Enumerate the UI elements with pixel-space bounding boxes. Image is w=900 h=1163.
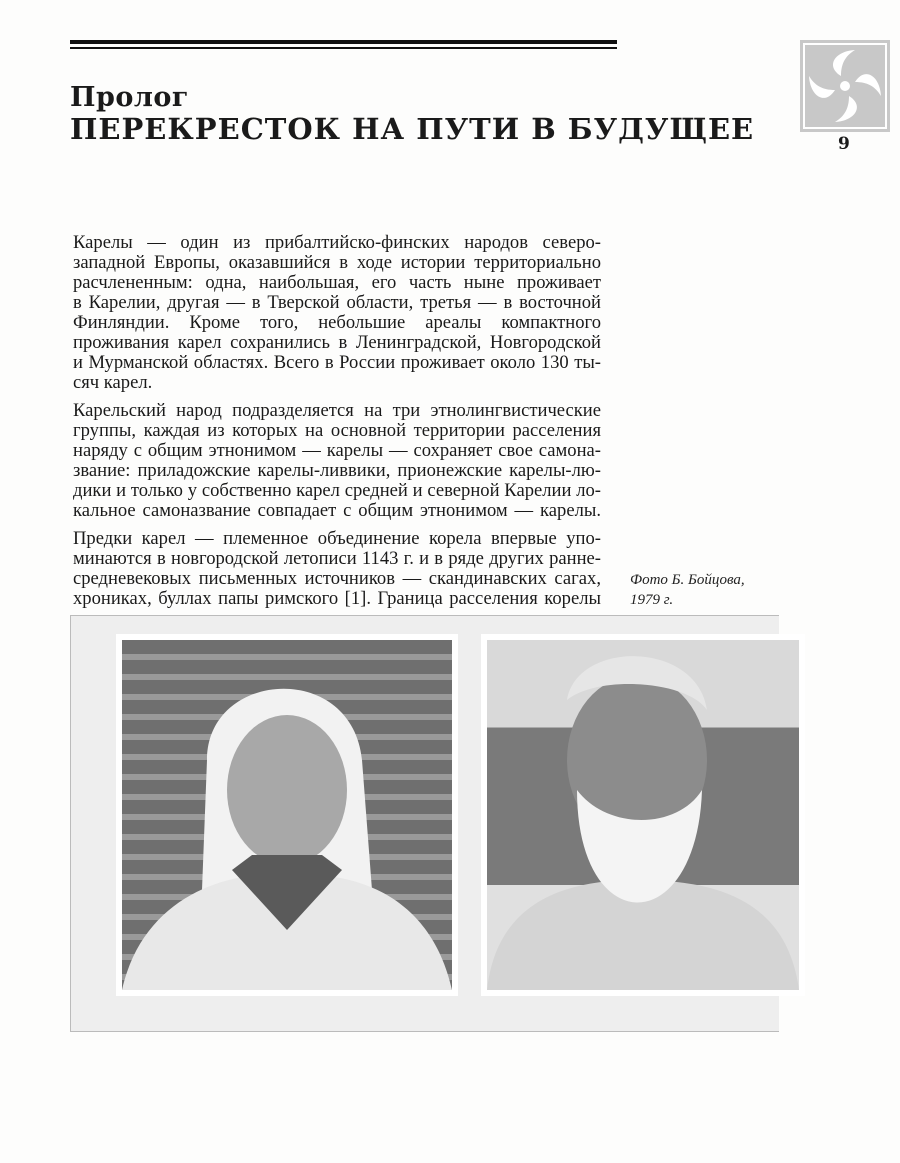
text-line: средневековых письменных источников — скандинавских сагах, — [73, 568, 601, 589]
header-rule-thick — [70, 40, 617, 44]
header-rule-thin — [70, 47, 617, 49]
caption-year: 1979 г. — [630, 592, 674, 608]
text-line: кальное самоназвание совпадает с общим этнонимом — карелы. — [73, 500, 601, 521]
woman-portrait-image — [122, 640, 452, 990]
text-line: звание: приладожские карелы-ливвики, прионежские карелы-лю- — [73, 460, 601, 481]
paragraph-1 — [73, 233, 601, 393]
text-line: Карельский народ подразделяется на три этнолингвистические — [73, 400, 601, 421]
chapter-title: ПЕРЕКРЕСТОК НА ПУТИ В БУДУЩЕЕ — [70, 112, 755, 146]
paragraph-2 — [73, 401, 601, 521]
text-line: Финляндии. Кроме того, небольшие ареалы компактного — [73, 312, 601, 333]
text-line: и Мурманской областях. Всего в России проживает около 130 ты- — [73, 352, 601, 373]
text-line: дики и только у собственно карел средней и северной Карелии ло- — [73, 480, 601, 501]
text-line: минаются в новгородской летописи 1143 г. и в ряде других ранне- — [73, 548, 601, 569]
chapter-subtitle: Пролог — [70, 82, 189, 113]
paragraph-3 — [73, 529, 601, 609]
photo-caption — [630, 570, 745, 610]
photo-elderly-man — [481, 634, 805, 996]
text-line: хрониках, буллах папы римского [1]. Граница расселения корелы — [73, 588, 601, 609]
caption-author: Фото Б. Бойцова, — [630, 572, 745, 588]
swirl-ornament-icon — [800, 40, 890, 132]
text-line: расчлененным: одна, наибольшая, его часть ныне проживает — [73, 272, 601, 293]
text-line: наряду с общим этнонимом — карелы — сохраняет свое самона- — [73, 440, 601, 461]
text-line: западной Европы, оказавшийся в ходе истории территориально — [73, 252, 601, 273]
text-line: проживания карел сохранились в Ленинградской, Новгородской — [73, 332, 601, 353]
body-text — [73, 233, 601, 609]
man-portrait-image — [487, 640, 799, 990]
text-line: Карелы — один из прибалтийско-финских народов северо- — [73, 232, 601, 253]
page-number: 9 — [838, 134, 850, 154]
text-line: сяч карел. — [73, 372, 153, 393]
text-line: в Карелии, другая — в Тверской области, третья — в восточной — [73, 292, 601, 313]
photo-elderly-woman — [116, 634, 458, 996]
text-line: Предки карел — племенное объединение корела впервые упо- — [73, 528, 601, 549]
text-line: группы, каждая из которых на основной территории расселения — [73, 420, 601, 441]
